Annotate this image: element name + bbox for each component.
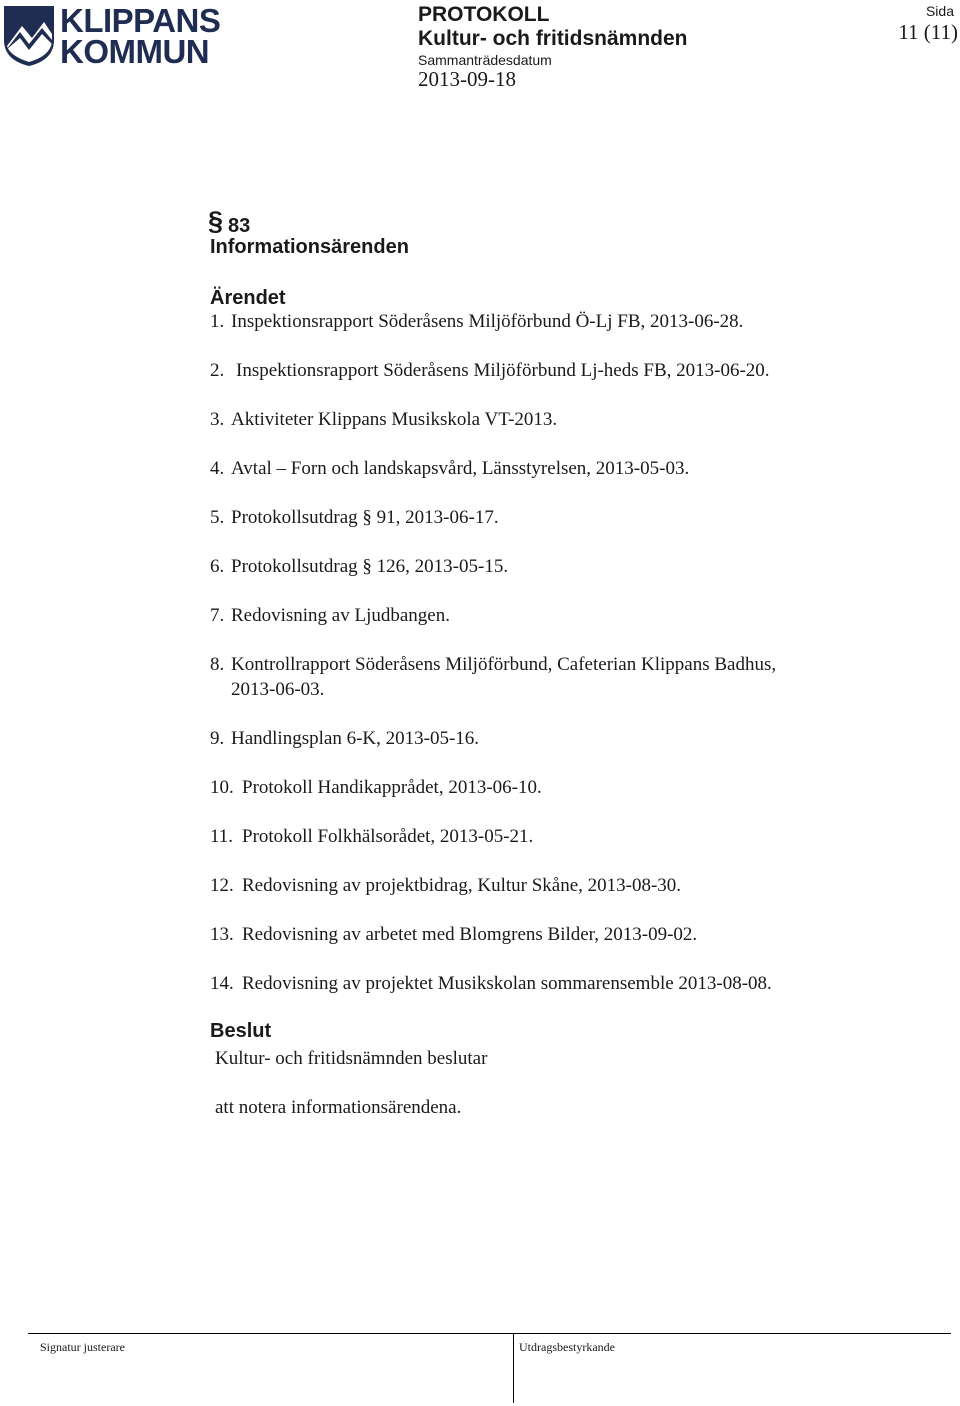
list-item-text: Kontrollrapport Söderåsens Miljöförbund, Cafeterian Klippans Badhus, <box>231 654 777 675</box>
document-type: PROTOKOLL <box>418 3 550 26</box>
list-item-text: Redovisning av arbetet med Blomgrens Bilder, 2013-09-02. <box>242 924 698 945</box>
meeting-date-label: Sammanträdesdatum <box>418 52 552 68</box>
list-item-number: 13. <box>210 924 234 945</box>
logo-text-line2: KOMMUN <box>60 33 210 70</box>
list-item-text: Protokollsutdrag § 91, 2013-06-17. <box>231 507 499 528</box>
list-item-number: 8. <box>210 654 225 675</box>
list-item-text-continued: 2013-06-03. <box>231 679 325 700</box>
list-item-text: Redovisning av projektbidrag, Kultur Skåne, 2013-08-30. <box>242 875 682 896</box>
page-label: Sida <box>925 3 954 19</box>
beslut-text: Kultur- och fritidsnämnden beslutar <box>215 1048 488 1069</box>
beslut-decision: att notera informationsärendena. <box>215 1097 462 1118</box>
list-item-number: 2. <box>210 360 225 381</box>
meeting-date: 2013-09-18 <box>418 67 516 91</box>
list-item-text: Protokoll Handikapprådet, 2013-06-10. <box>242 777 542 798</box>
list-item-text: Inspektionsrapport Söderåsens Miljöförbund Ö-Lj FB, 2013-06-28. <box>231 311 744 332</box>
paragraph-number: 83 <box>228 215 251 237</box>
board-name: Kultur- och fritidsnämnden <box>418 27 688 50</box>
footer-column-divider <box>513 1333 514 1403</box>
list-item-text: Redovisning av Ljudbangen. <box>231 605 450 626</box>
arendet-heading: Ärendet <box>210 287 286 309</box>
list-item-text: Avtal – Forn och landskapsvård, Länsstyrelsen, 2013-05-03. <box>231 458 690 479</box>
list-item-number: 4. <box>210 458 225 479</box>
list-item-number: 12. <box>210 875 234 896</box>
list-item-number: 1. <box>210 311 225 332</box>
logo-text-line1: KLIPPANS <box>60 2 221 39</box>
list-item-number: 14. <box>210 973 234 994</box>
list-item-number: 11. <box>210 826 234 847</box>
list-item-text: Handlingsplan 6-K, 2013-05-16. <box>231 728 480 749</box>
list-item-text: Inspektionsrapport Söderåsens Miljöförbund Lj-heds FB, 2013-06-20. <box>236 360 770 381</box>
list-item-text: Aktiviteter Klippans Musikskola VT-2013. <box>231 409 558 430</box>
list-item-number: 6. <box>210 556 225 577</box>
list-item-number: 9. <box>210 728 225 749</box>
list-item-number: 5. <box>210 507 225 528</box>
section-title: Informationsärenden <box>210 236 409 258</box>
list-item-text: Protokoll Folkhälsorådet, 2013-05-21. <box>242 826 534 847</box>
list-item-number: 7. <box>210 605 225 626</box>
list-item-number: 3. <box>210 409 225 430</box>
list-item-number: 10. <box>210 777 234 798</box>
footer-divider <box>28 1333 951 1334</box>
signature-label: Signatur justerare <box>40 1340 125 1354</box>
list-item-text: Protokollsutdrag § 126, 2013-05-15. <box>231 556 509 577</box>
paragraph-sign: § <box>208 206 224 236</box>
beslut-heading: Beslut <box>210 1020 272 1042</box>
page-number: 11 (11) <box>898 20 958 44</box>
extract-certification-label: Utdragsbestyrkande <box>519 1340 615 1354</box>
list-item-text: Redovisning av projektet Musikskolan sommarensemble 2013-08-08. <box>242 973 772 994</box>
